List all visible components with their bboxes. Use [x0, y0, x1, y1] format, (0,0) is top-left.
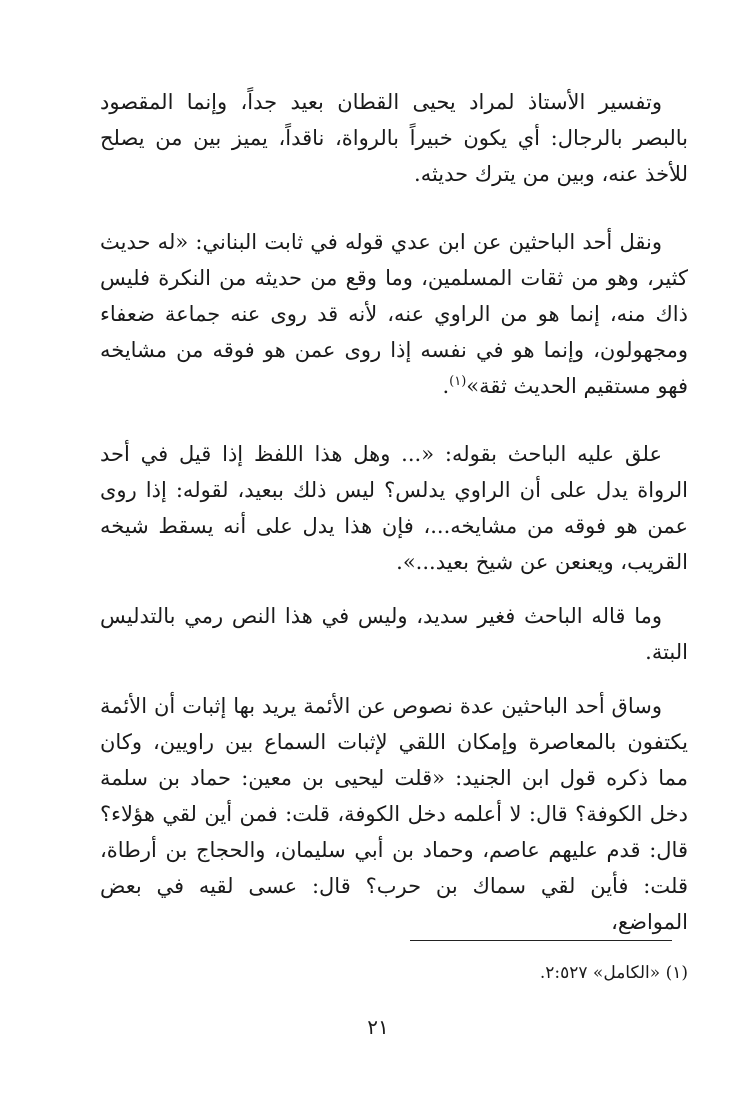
paragraph-2	[100, 224, 688, 404]
paragraph-4-text: وما قاله الباحث فغير سديد، وليس في هذا النص رمي بالتدليس البتة.	[100, 604, 688, 664]
paragraph-2-text: ونقل أحد الباحثين عن ابن عدي قوله في ثابت البناني: «له حديث كثير، وهو من ثقات المسلمين، وما وقع من حديثه من النكرة فليس ذاك منه، إنما هو من الراوي عنه، لأنه قد روى عنه جماعة ضعفاء ومجهولون، وإنما هو في نفسه إذا روى عمن هو فوقه من مشايخه فهو مستقيم الحديث ثقة»	[100, 230, 688, 398]
paragraph-1-text: وتفسير الأستاذ لمراد يحيى القطان بعيد جداً، وإنما المقصود بالبصر بالرجال: أي يكون خبيراً بالرواة، ناقداً، يميز بين من يصلح للأخذ عنه، وبين من يترك حديثه.	[100, 90, 688, 186]
paragraph-4	[100, 598, 688, 670]
footnote-text: (١) «الكامل» ٢:٥٢٧.	[539, 963, 688, 983]
paragraph-3	[100, 436, 688, 580]
paragraph-3-text: علق عليه الباحث بقوله: «... وهل هذا اللفظ إذا قيل في أحد الرواة يدل على أن الراوي يدلس؟ ليس ذلك ببعيد، لقوله: إذا روى عمن هو فوقه من مشايخه...، فإن هذا يدل على أنه يسقط شيخه القريب، ويعنعن عن شيخ بعيد...».	[100, 442, 688, 574]
paragraph-1	[100, 84, 688, 192]
paragraph-5-text: وساق أحد الباحثين عدة نصوص عن الأئمة يريد بها إثبات أن الأئمة يكتفون بالمعاصرة وإمكان اللقي لإثبات السماع بين راويين، وكان مما ذكره قول ابن الجنيد: «قلت ليحيى بن معين: حماد بن سلمة دخل الكوفة؟ قال: لا أعلمه دخل الكوفة، قلت: فمن أين لقي هؤلاء؟ قال: قدم عليهم عاصم، وحماد بن أبي سليمان، والحجاج بن أرطاة، قلت: فأين لقي سماك بن حرب؟ قال: عسى لقيه في بعض المواضع،	[100, 694, 688, 934]
paragraph-5	[100, 688, 688, 940]
paragraph-2-end: .	[442, 374, 450, 398]
footnote-divider	[410, 940, 672, 941]
page-number: ٢١	[367, 1015, 389, 1039]
footnote	[300, 959, 688, 987]
footnote-marker: (١)	[449, 374, 467, 389]
